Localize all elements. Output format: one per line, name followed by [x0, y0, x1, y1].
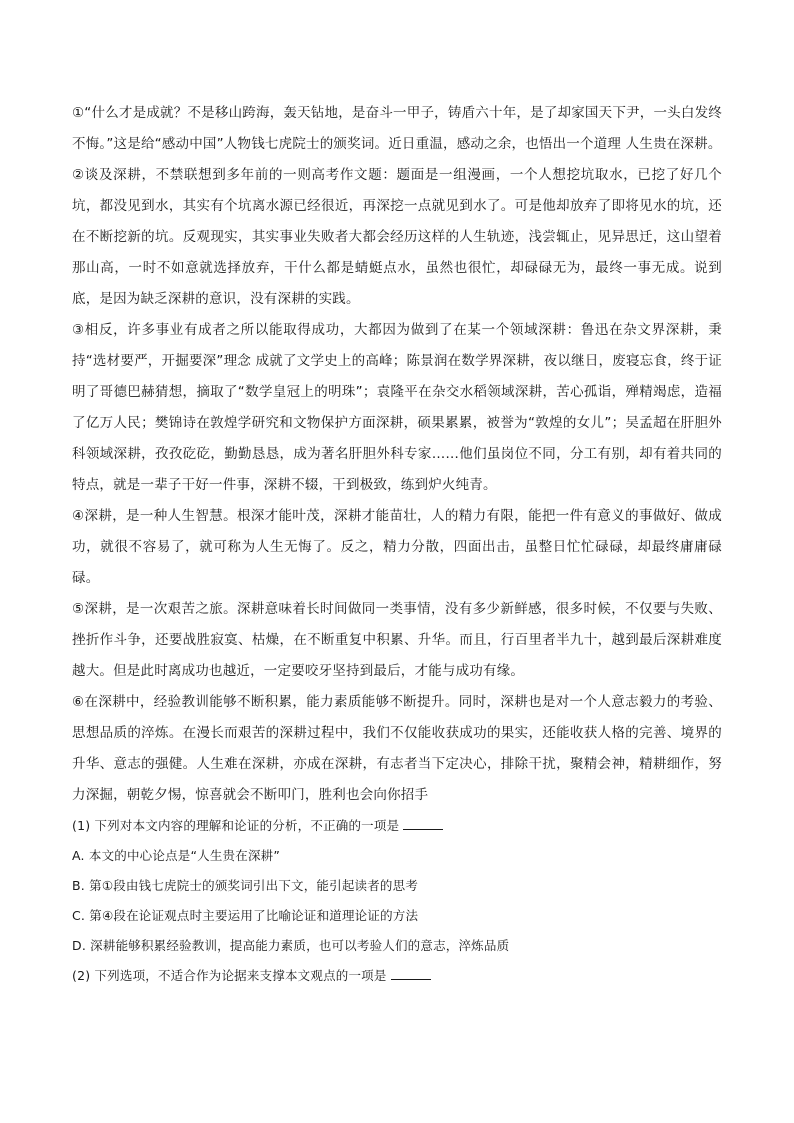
question-2-line: [72, 961, 722, 991]
paragraph-3: ③相反，许多事业有成者之所以能取得成功，大都因为做到了在某一个领域深耕：鲁迅在杂文界深耕，秉持“选材要严，开掘要深”理念 成就了文学史上的高峰；陈景润在数学界深耕，夜以继日，废寝忘食，终于证明了哥德巴赫猜想，摘取了“数学皇冠上的明珠”；袁隆平在杂交水稻领域深耕，苦心孤诣，殚精竭虑，造福了亿万人民；樊锦诗在敦煌学研究和文物保护方面深耕，硕果累累，被誉为“敦煌的女儿”；吴孟超在肝胆外科领域深耕，孜孜矻矻，勤勤恳恳，成为著名肝胆外科专家……他们虽岗位不同，分工有别，却有着共同的特点，就是一辈子干好一件事，深耕不辍，干到极致，练到炉火纯青。: [72, 322, 722, 493]
question-1-text: (1) 下列对本文内容的理解和论证的分析，不正确的一项是: [72, 818, 400, 833]
option-d: D. 深耕能够积累经验教训，提高能力素质，也可以考验人们的意志，淬炼品质: [72, 938, 510, 953]
answer-blank-2[interactable]: [391, 965, 431, 980]
paragraph-5: ⑤深耕，是一次艰苦之旅。深耕意味着长时间做同一类事情，没有多少新鲜感，很多时候，不仅要与失败、挫折作斗争，还要战胜寂寞、枯燥，在不断重复中积累、升华。而且，行百里者半九十，越到最后深耕难度越大。但是此时离成功也越近，一定要咬牙坚持到最后，才能与成功有缘。: [72, 601, 722, 679]
question-1-line: [72, 811, 722, 841]
paragraph-6: ⑥在深耕中，经验教训能够不断积累，能力素质能够不断提升。同时，深耕也是对一个人意志毅力的考验、思想品质的淬炼。在漫长而艰苦的深耕过程中，我们不仅能收获成功的果实，还能收获人格的完善、境界的升华、意志的强健。人生难在深耕，亦成在深耕，有志者当下定决心，排除干扰，聚精会神，精耕细作，努力深掘，朝乾夕惕，惊喜就会不断叩门，胜利也会向你招手: [72, 694, 722, 803]
article-body: [72, 98, 722, 991]
paragraph-4: ④深耕，是一种人生智慧。根深才能叶茂，深耕才能苗壮，人的精力有限，能把一件有意义的事做好、做成功，就很不容易了，就可称为人生无悔了。反之，精力分散，四面出击，虽整日忙忙碌碌，却最终庸庸碌碌。: [72, 508, 722, 586]
option-a: A. 本文的中心论点是“人生贵在深耕”: [72, 848, 281, 863]
question-2-text: (2) 下列选项，不适合作为论据来支撑本文观点的一项是: [72, 968, 387, 983]
answer-blank-1[interactable]: [403, 815, 443, 830]
option-b: B. 第①段由钱七虎院士的颁奖词引出下文，能引起读者的思考: [72, 878, 419, 893]
paragraph-2: ②谈及深耕，不禁联想到多年前的一则高考作文题：题面是一组漫画，一个人想挖坑取水，已挖了好几个坑，都没见到水，其实有个坑离水源已经很近，再深挖一点就见到水了。可是他却放弃了即将见水的坑，还在不断挖新的坑。反观现实，其实事业失败者大都会经历这样的人生轨迹，浅尝辄止，见异思迁，这山望着那山高，一时不如意就选择放弃，干什么都是蜻蜓点水，虽然也很忙，却碌碌无为，最终一事无成。说到底，是因为缺乏深耕的意识，没有深耕的实践。: [72, 167, 722, 307]
option-c: C. 第④段在论证观点时主要运用了比喻论证和道理论证的方法: [72, 908, 419, 923]
paragraph-1: ①“什么才是成就？不是移山跨海，轰天钻地，是奋斗一甲子，铸盾六十年，是了却家国天下尹，一头白发终不悔。”这是给“感动中国”人物钱七虎院士的颁奖词。近日重温，感动之余，也悟出一个道理 人生贵在深耕。: [72, 105, 722, 152]
